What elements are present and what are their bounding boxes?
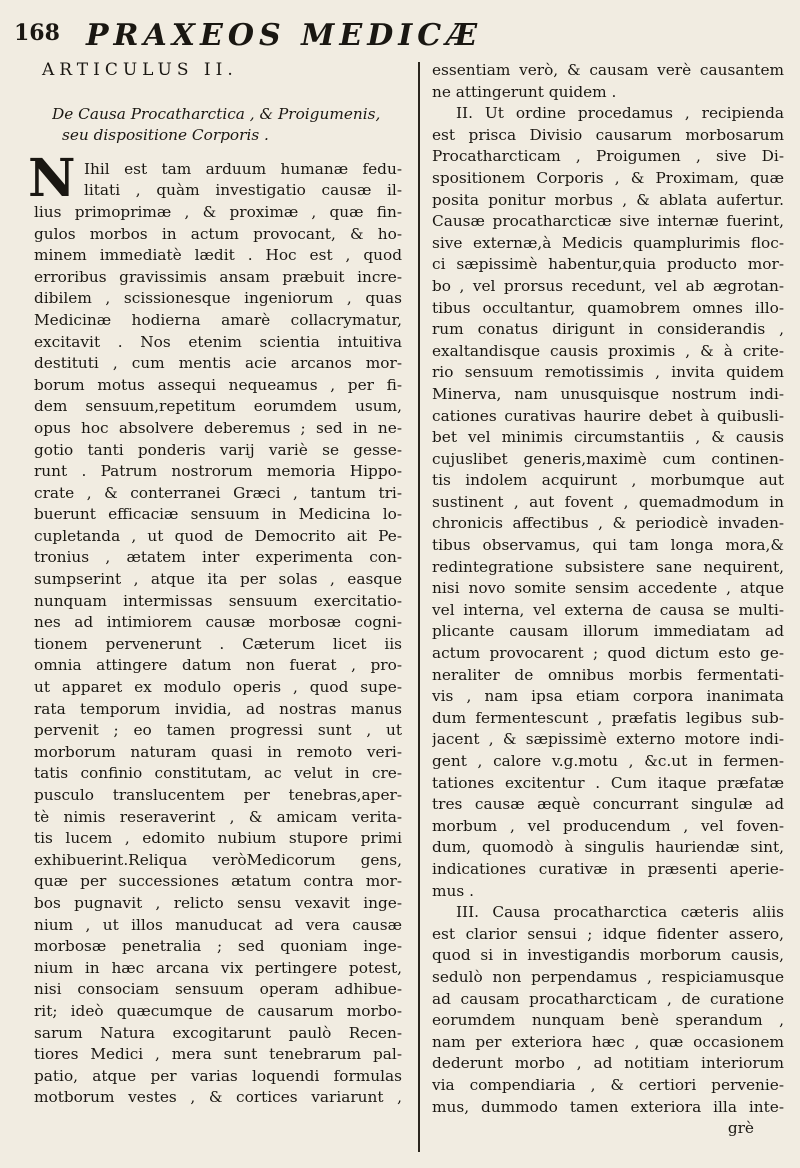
text-line: nium in hæc arcana vix pertingere potest, bbox=[34, 958, 402, 977]
text-line: bo , vel prorsus recedunt, vel ab ægrotan- bbox=[432, 276, 784, 295]
catchword: grè bbox=[727, 1119, 754, 1138]
text-line: pusculo translucentem per tenebras,aper- bbox=[34, 786, 402, 804]
text-line: runt . Patrum nostrorum memoria Hippo- bbox=[34, 462, 402, 481]
text-line: cupletanda , ut quod de Democrito ait Pe- bbox=[34, 526, 402, 545]
text-line: tis indolem acquirunt , morbumque aut bbox=[432, 471, 784, 490]
drop-cap: N bbox=[28, 147, 76, 209]
text-line: vel interna, vel externa de causa se multi- bbox=[432, 600, 784, 619]
text-line: gent , calore v.g.motu , &c.ut in fermen- bbox=[432, 752, 784, 770]
text-line: morbum , vel producendum , vel foven- bbox=[432, 816, 784, 835]
text-line: neraliter de omnibus morbis fermentati- bbox=[432, 665, 784, 684]
text-line: borum motus assequi nequeamus , per fi- bbox=[34, 375, 402, 394]
text-line: minem immediatè lædit . Hoc est , quod bbox=[34, 246, 402, 265]
text-line: indicationes curativæ in præsenti aperie- bbox=[432, 859, 784, 878]
text-line: redintegratione subsistere sane nequirent, bbox=[432, 557, 784, 576]
text-line: mus, dummodo tamen exteriora illa inte- bbox=[432, 1097, 784, 1116]
text-line: bos pugnavit , relicto sensu vexavit inge- bbox=[34, 893, 402, 912]
text-line: cujuslibet generis,maximè cum continen- bbox=[432, 449, 784, 468]
body-text-left bbox=[28, 147, 402, 1109]
text-line: patio, atque per varias loquendi formulas bbox=[34, 1066, 402, 1085]
text-line: omnia attingere datum non fuerat , pro- bbox=[34, 656, 402, 675]
text-line: tronius , ætatem inter experimenta con- bbox=[34, 548, 402, 567]
text-line: nam per exteriora hæc , quæ occasionem bbox=[432, 1032, 784, 1051]
text-line: nium , ut illos manuducat ad vera causæ bbox=[34, 915, 402, 934]
text-line: sustinent , aut fovent , quemadmodum in bbox=[432, 492, 784, 511]
column-rule bbox=[418, 62, 420, 1152]
text-line: quod si in investigandis morborum causis, bbox=[432, 946, 784, 965]
text-line: nisi novo somite sensim accedente , atque bbox=[432, 579, 784, 598]
text-line: rata temporum invidia, ad nostras manus bbox=[34, 699, 402, 718]
text-line: tatis confinio constitutam, ac velut in cre- bbox=[34, 764, 402, 783]
text-line: erroribus gravissimis ansam præbuit incre- bbox=[34, 267, 402, 286]
text-line: spositionem Corporis , & Proximam, quæ bbox=[432, 168, 784, 187]
heading-line: seu dispositione Corporis . bbox=[62, 126, 269, 145]
right-column bbox=[432, 60, 784, 1140]
text-line: Causæ procatharcticæ sive internæ fuerint, bbox=[432, 212, 784, 231]
left-column bbox=[28, 60, 402, 1109]
text-line: ne attingerunt quidem . bbox=[432, 82, 617, 101]
text-line: cationes curativas haurire debet à quibusli- bbox=[432, 406, 784, 425]
running-title: PRAXEOS MEDICÆ bbox=[86, 18, 483, 53]
text-line: tis lucem , edomito nubium stupore primi bbox=[34, 829, 402, 848]
text-line: rum conatus dirigunt in considerandis , bbox=[432, 320, 784, 339]
text-line: tres causæ æquè concurrant singulæ ad bbox=[432, 795, 784, 814]
text-line: dederunt morbo , ad notitiam interiorum bbox=[432, 1054, 784, 1073]
text-line: morbosæ penetralia ; sed quoniam inge- bbox=[34, 937, 402, 956]
text-line: sarum Natura excogitarunt paulò Recen- bbox=[34, 1023, 402, 1042]
text-line: chronicis affectibus , & periodicè invaden- bbox=[432, 514, 784, 533]
running-head bbox=[0, 18, 800, 58]
text-line: essentiam verò, & causam verè causantem bbox=[432, 61, 784, 79]
text-line: lius primoprimæ , & proximæ , quæ fin- bbox=[34, 202, 402, 221]
text-line: nunquam intermissas sensuum exercitatio- bbox=[34, 591, 402, 610]
text-line: morborum naturam quasi in remoto veri- bbox=[34, 742, 402, 761]
text-line: dibilem , scissionesque ingeniorum , quas bbox=[34, 289, 402, 308]
text-line: est prisca Divisio causarum morbosarum bbox=[432, 125, 784, 144]
text-line: opus hoc absolvere deberemus ; sed in ne- bbox=[34, 418, 402, 437]
text-line: rio sensuum remotissimis , invita quidem bbox=[432, 363, 784, 382]
text-line: tionem pervenerunt . Cæterum licet iis bbox=[34, 634, 402, 653]
text-line: destituti , cum mentis acie arcanos mor- bbox=[34, 354, 402, 373]
text-line: tationes excitentur . Cum itaque præfatæ bbox=[432, 773, 784, 792]
text-line: crate , & conterranei Græci , tantum tri- bbox=[34, 483, 402, 502]
text-line: actum provocarent ; quod dictum esto ge- bbox=[432, 644, 784, 663]
text-line: bet vel minimis circumstantiis , & causis bbox=[432, 428, 784, 447]
text-line: ut apparet ex modulo operis , quod supe- bbox=[34, 678, 402, 697]
article-label: ARTICULUS II. bbox=[42, 60, 238, 80]
text-line: nisi consociam sensuum operam adhibue- bbox=[34, 980, 402, 999]
text-line: rit; ideò quæcumque de causarum morbo- bbox=[34, 1001, 402, 1020]
text-line: tibus observamus, qui tam longa mora,& bbox=[432, 536, 784, 555]
text-line: excitavit . Nos etenim scientia intuitiva bbox=[34, 332, 402, 351]
text-line: nes ad intimiorem causæ morbosæ cogni- bbox=[34, 613, 402, 632]
text-line: pervenit ; eo tamen progressi sunt , ut bbox=[34, 721, 402, 740]
text-line: Ihil est tam arduum humanæ fedu- bbox=[84, 159, 402, 178]
text-line: tibus occultantur, quamobrem omnes illo- bbox=[432, 298, 784, 317]
text-line: Procatharcticam , Proigumen , sive Di- bbox=[432, 147, 784, 166]
text-line: litati , quàm investigatio causæ il- bbox=[84, 181, 402, 200]
text-line: tiores Medici , mera sunt tenebrarum pal- bbox=[34, 1045, 402, 1064]
text-line: Medicinæ hodierna amarè collacrymatur, bbox=[34, 310, 402, 329]
text-line: mus . bbox=[432, 881, 474, 900]
text-line: dem sensuum,repetitum eorumdem usum, bbox=[34, 397, 402, 416]
heading-line: De Causa Procatharctica , & Proigumenis, bbox=[52, 104, 381, 123]
text-line: gotio tanti ponderis varij variè se gesse- bbox=[34, 440, 402, 459]
text-line: buerunt efficaciæ sensuum in Medicina lo- bbox=[34, 505, 402, 524]
text-line: sumpserint , atque ita per solas , easque bbox=[34, 570, 402, 589]
text-line: est clarior sensui ; idque fidenter assero, bbox=[432, 924, 784, 943]
text-line: ad causam procatharcticam , de curatione bbox=[432, 989, 784, 1008]
text-line: sive externæ,à Medicis quamplurimis floc- bbox=[432, 233, 784, 252]
text-line: plicante causam illorum immediatam ad bbox=[432, 622, 784, 641]
text-line: vis , nam ipsa etiam corpora inanimata bbox=[432, 687, 784, 706]
text-line: via compendiaria , & certiori pervenie- bbox=[432, 1075, 784, 1094]
text-line: motborum vestes , & cortices variarunt , bbox=[34, 1088, 402, 1107]
text-line: dum, quomodò à singulis hauriendæ sint, bbox=[432, 838, 784, 857]
text-line: exaltandisque causis proximis , & à crite- bbox=[432, 341, 784, 360]
text-line: posita ponitur morbus , & ablata aufertur. bbox=[432, 190, 784, 209]
text-line: eorumdem nunquam benè sperandum , bbox=[432, 1011, 784, 1030]
text-line: sedulò non perpendamus , respiciamusque bbox=[432, 967, 784, 986]
text-line: ci sæpissimè habentur,quia producto mor- bbox=[432, 255, 784, 274]
drop-cap-row bbox=[28, 147, 402, 209]
text-line: quæ per successiones ætatum contra mor- bbox=[34, 872, 402, 891]
text-line: dum fermentescunt , præfatis legibus sub- bbox=[432, 708, 784, 727]
page-number: 168 bbox=[14, 20, 60, 46]
text-line: tè nimis reseraverint , & amicam verita- bbox=[34, 807, 402, 826]
text-line: II. Ut ordine procedamus , recipienda bbox=[456, 104, 784, 123]
text-line: exhibuerint.Reliqua veròMedicorum gens, bbox=[34, 850, 402, 869]
text-line: III. Causa procatharctica cæteris aliis bbox=[456, 903, 784, 922]
text-line: jacent , & sæpissimè externo motore indi- bbox=[432, 730, 784, 749]
section-heading bbox=[52, 104, 402, 147]
text-line: gulos morbos in actum provocant, & ho- bbox=[34, 224, 402, 243]
text-line: Minerva, nam unusquisque nostrum indi- bbox=[432, 384, 784, 403]
